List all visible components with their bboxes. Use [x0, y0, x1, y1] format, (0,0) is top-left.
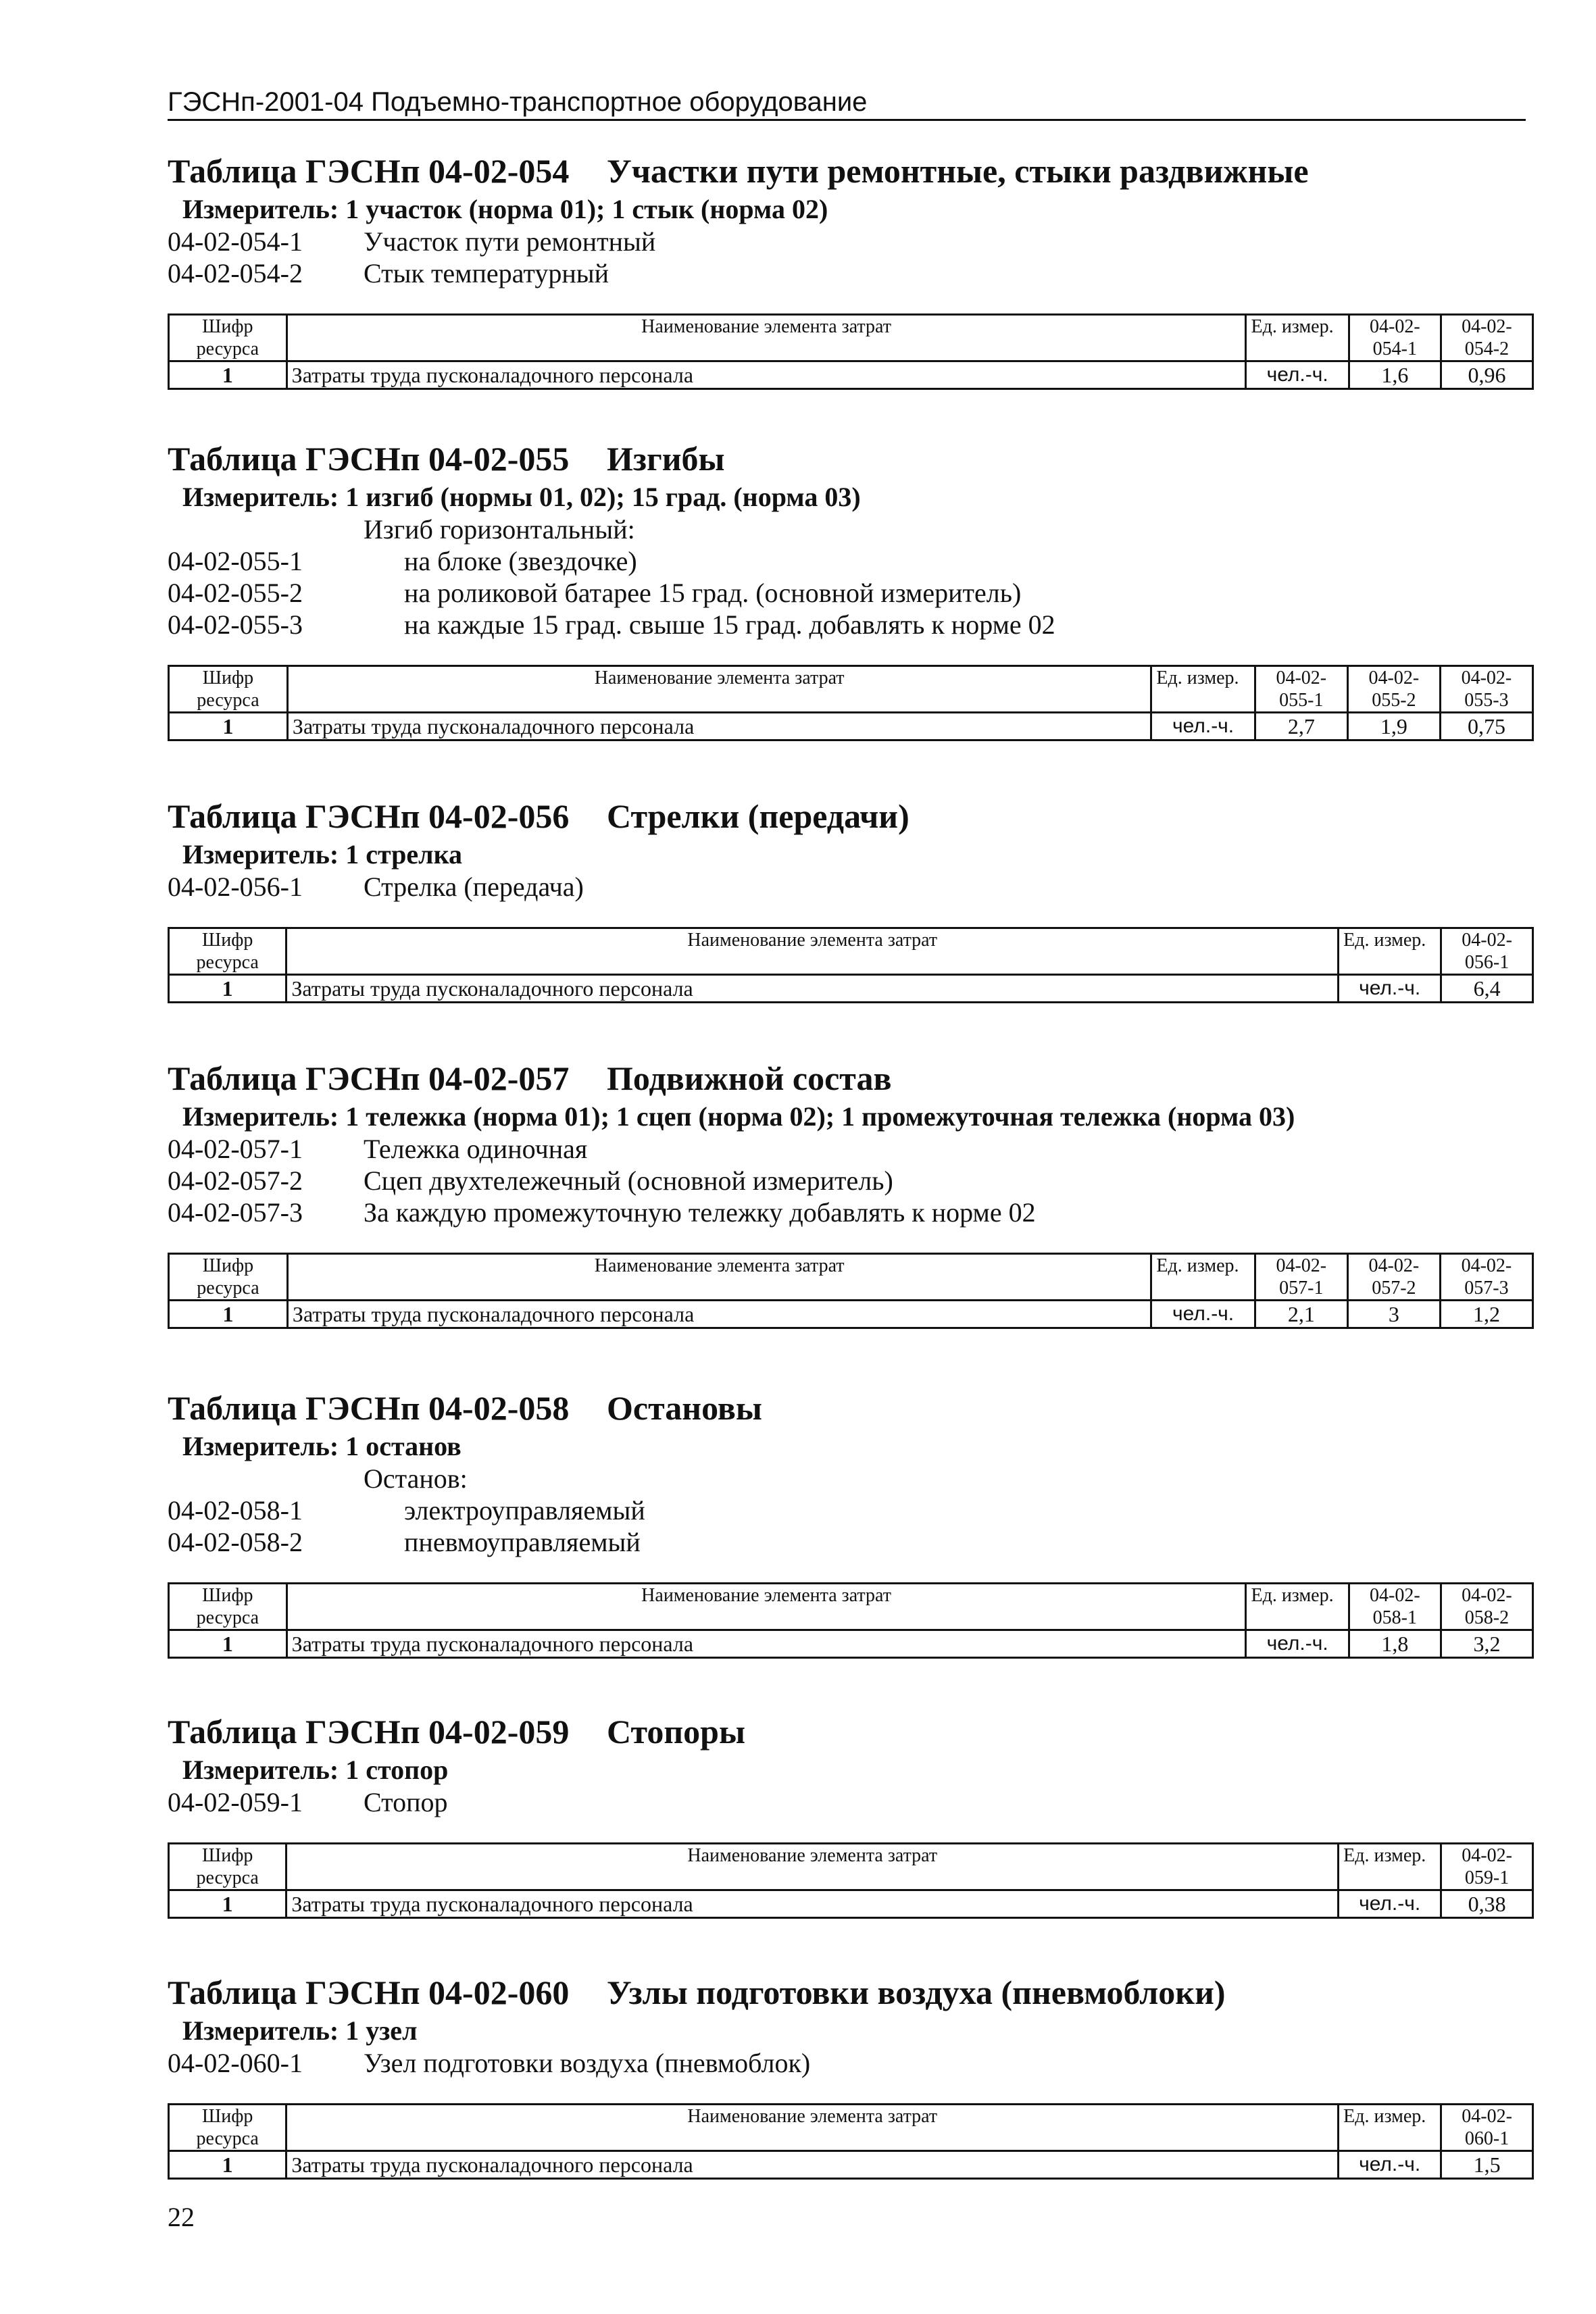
- norm-code-line2: 057-2: [1372, 1278, 1416, 1299]
- norm-code-line1: 04-02-: [1462, 1585, 1512, 1606]
- header-norm-code: [1349, 315, 1441, 361]
- norm-code: 04-02-055-2: [168, 578, 303, 608]
- norm-code-line2: 056-1: [1464, 952, 1510, 973]
- norm-code-line1: 04-02-: [1462, 1845, 1512, 1866]
- norm-code: 04-02-054-1: [168, 226, 303, 257]
- norm-code: 04-02-055-1: [168, 546, 303, 576]
- norm-code: 04-02-057-2: [168, 1165, 303, 1196]
- meter-value: 1 останов: [345, 1431, 462, 1461]
- norm-code: 04-02-056-1: [168, 872, 303, 902]
- meter-label: Измеритель:: [182, 194, 339, 224]
- norm-code: 04-02-054-2: [168, 258, 303, 288]
- norm-text: Стрелка (передача): [364, 872, 584, 902]
- resource-table: [168, 1842, 1534, 1919]
- cell-unit: чел.-ч.: [1246, 361, 1349, 389]
- header-norm-code: [1347, 1254, 1440, 1301]
- norm-text: Стопор: [364, 1787, 448, 1817]
- table-id: Таблица ГЭСНп 04-02-055: [168, 440, 570, 478]
- cell-value: 1,5: [1441, 2151, 1533, 2179]
- header-norm-code: [1440, 666, 1532, 713]
- table-header-row: [169, 1844, 1533, 1890]
- cell-value: 0,96: [1441, 361, 1532, 389]
- table-row: [169, 1630, 1533, 1658]
- meter-line: [182, 2015, 1526, 2047]
- header-cipher-line1: Шифр: [201, 2106, 253, 2127]
- cell-unit: чел.-ч.: [1151, 713, 1255, 740]
- norm-code-line2: 058-2: [1464, 1607, 1510, 1628]
- norm-code: 04-02-060-1: [168, 2048, 303, 2078]
- norm-code: 04-02-059-1: [168, 1787, 303, 1817]
- group-heading: Изгиб горизонтальный:: [364, 514, 635, 545]
- header-cipher-line1: Шифр: [201, 1845, 253, 1866]
- norm-item: [168, 871, 1526, 903]
- header-name: Наименование элемента затрат: [286, 2105, 1339, 2151]
- norm-code-line2: 057-3: [1464, 1278, 1509, 1299]
- norm-text: Сцеп двухтележечный (основной измеритель): [364, 1165, 893, 1196]
- norm-code: 04-02-055-3: [168, 609, 303, 640]
- table-header-row: [169, 1584, 1533, 1630]
- table-row: [169, 975, 1533, 1003]
- table-id: Таблица ГЭСНп 04-02-054: [168, 152, 570, 190]
- table-title: [168, 150, 1526, 192]
- norm-text: на роликовой батарее 15 град. (основной измеритель): [404, 578, 1022, 608]
- cell-name: Затраты труда пусконаладочного персонала: [287, 1301, 1151, 1328]
- norm-code-line1: 04-02-: [1370, 316, 1420, 337]
- cell-unit: чел.-ч.: [1246, 1630, 1349, 1658]
- table-title: [168, 1711, 1526, 1753]
- cell-cipher: 1: [169, 2151, 286, 2179]
- resource-table: [168, 665, 1534, 741]
- norm-item: [168, 2047, 1526, 2079]
- norm-code-line2: 054-1: [1372, 338, 1417, 359]
- norm-text: За каждую промежуточную тележку добавлять к норме 02: [364, 1197, 1036, 1228]
- norm-code-line2: 060-1: [1464, 2128, 1510, 2149]
- resource-table: [168, 1253, 1534, 1329]
- meter-value: 1 тележка (норма 01); 1 сцеп (норма 02); 1 промежуточная тележка (норма 03): [345, 1101, 1295, 1132]
- table-heading: Узлы подготовки воздуха (пневмоблоки): [607, 1973, 1226, 2011]
- cell-name: Затраты труда пусконаладочного персонала: [286, 2151, 1339, 2179]
- table-row: [169, 361, 1533, 389]
- table-heading: Стопоры: [607, 1713, 746, 1751]
- table-row: [169, 1890, 1533, 1918]
- cell-value: 0,38: [1441, 1890, 1533, 1918]
- header-unit: Ед. измер.: [1339, 928, 1441, 975]
- resource-table: [168, 1582, 1534, 1659]
- meter-line: [182, 838, 1526, 871]
- header-cipher-line1: Шифр: [201, 930, 253, 951]
- meter-label: Измеритель:: [182, 1755, 339, 1785]
- cell-unit: чел.-ч.: [1339, 975, 1441, 1003]
- header-cipher-line1: Шифр: [202, 1585, 253, 1606]
- norm-text: Тележка одиночная: [364, 1134, 588, 1164]
- page-number: 22: [168, 2202, 195, 2232]
- table-row: [169, 1301, 1533, 1328]
- cell-name: Затраты труда пусконаладочного персонала: [286, 975, 1339, 1003]
- norm-item: [168, 257, 1526, 289]
- norm-code-line2: 055-1: [1279, 690, 1324, 711]
- cell-value: 2,1: [1255, 1301, 1347, 1328]
- norm-text: Стык температурный: [364, 258, 609, 288]
- norm-item: [168, 1133, 1526, 1165]
- norm-code-line1: 04-02-: [1462, 930, 1512, 951]
- meter-label: Измеритель:: [182, 2015, 339, 2046]
- cell-unit: чел.-ч.: [1339, 1890, 1441, 1918]
- table-title: [168, 438, 1526, 480]
- running-header: ГЭСНп-2001-04 Подъемно-транспортное оборудование: [168, 86, 1526, 121]
- table-header-row: [169, 928, 1533, 975]
- header-cipher-line2: ресурса: [196, 338, 259, 359]
- header-cipher: [169, 928, 286, 975]
- norm-text: электроуправляемый: [404, 1495, 645, 1526]
- norm-code-line2: 059-1: [1464, 1867, 1510, 1888]
- header-cipher: [169, 1844, 286, 1890]
- header-name: Наименование элемента затрат: [286, 1844, 1339, 1890]
- header-unit: Ед. измер.: [1246, 315, 1349, 361]
- norm-item: [168, 577, 1526, 609]
- header-norm-code: [1441, 928, 1533, 975]
- cell-value: 0,75: [1440, 713, 1532, 740]
- cell-cipher: 1: [169, 1630, 287, 1658]
- header-norm-code: [1255, 1254, 1347, 1301]
- norm-text: на каждые 15 град. свыше 15 град. добавлять к норме 02: [404, 609, 1055, 640]
- cell-name: Затраты труда пусконаладочного персонала: [286, 1630, 1246, 1658]
- table-heading: Подвижной состав: [607, 1059, 892, 1097]
- group-heading: Останов:: [364, 1463, 468, 1494]
- cell-cipher: 1: [169, 975, 286, 1003]
- header-cipher: [169, 1254, 288, 1301]
- norm-code-line1: 04-02-: [1462, 316, 1512, 337]
- norm-code: 04-02-058-1: [168, 1495, 303, 1526]
- header-unit: Ед. измер.: [1151, 1254, 1255, 1301]
- header-name: Наименование элемента затрат: [287, 666, 1151, 713]
- table-header-row: [169, 315, 1533, 361]
- norm-section: [168, 1057, 1526, 1329]
- meter-line: [182, 1430, 1526, 1463]
- table-header-row: [169, 1254, 1533, 1301]
- meter-line: [182, 481, 1526, 513]
- norm-text: Узел подготовки воздуха (пневмоблок): [364, 2048, 811, 2078]
- header-unit: Ед. измер.: [1339, 2105, 1441, 2151]
- norm-code-line1: 04-02-: [1461, 1255, 1512, 1276]
- table-heading: Остановы: [607, 1389, 762, 1427]
- norm-section: [168, 150, 1526, 390]
- header-cipher-line2: ресурса: [196, 1867, 259, 1888]
- cell-name: Затраты труда пусконаладочного персонала: [286, 1890, 1339, 1918]
- cell-unit: чел.-ч.: [1151, 1301, 1255, 1328]
- header-cipher: [169, 666, 288, 713]
- norm-section: [168, 438, 1526, 741]
- table-row: [169, 713, 1533, 740]
- cell-cipher: 1: [169, 361, 287, 389]
- header-name: Наименование элемента затрат: [286, 315, 1246, 361]
- table-id: Таблица ГЭСНп 04-02-059: [168, 1713, 570, 1751]
- header-cipher-line2: ресурса: [196, 2128, 259, 2149]
- norm-item: [168, 1197, 1526, 1228]
- resource-table: [168, 313, 1534, 390]
- table-title: [168, 1057, 1526, 1099]
- cell-value: 3: [1347, 1301, 1440, 1328]
- norm-text: пневмоуправляемый: [404, 1527, 641, 1557]
- cell-value: 1,6: [1349, 361, 1441, 389]
- header-cipher-line1: Шифр: [202, 316, 253, 337]
- meter-label: Измеритель:: [182, 482, 339, 512]
- table-id: Таблица ГЭСНп 04-02-056: [168, 797, 570, 835]
- table-header-row: [169, 2105, 1533, 2151]
- header-cipher-line1: Шифр: [202, 668, 254, 688]
- norm-code-line1: 04-02-: [1462, 2106, 1512, 2127]
- meter-value: 1 стопор: [345, 1755, 449, 1785]
- header-norm-code: [1255, 666, 1347, 713]
- norm-code-line2: 057-1: [1279, 1278, 1324, 1299]
- norm-code: 04-02-057-1: [168, 1134, 303, 1164]
- header-cipher: [169, 1584, 287, 1630]
- cell-value: 3,2: [1441, 1630, 1532, 1658]
- header-norm-code: [1440, 1254, 1532, 1301]
- table-title: [168, 1387, 1526, 1429]
- norm-section: [168, 1387, 1526, 1659]
- cell-unit: чел.-ч.: [1339, 2151, 1441, 2179]
- table-header-row: [169, 666, 1533, 713]
- norm-code-line2: 055-2: [1372, 690, 1416, 711]
- header-norm-code: [1349, 1584, 1441, 1630]
- header-norm-code: [1441, 1584, 1532, 1630]
- cell-name: Затраты труда пусконаладочного персонала: [286, 361, 1246, 389]
- header-cipher-line2: ресурса: [196, 1607, 259, 1628]
- cell-value: 6,4: [1441, 975, 1533, 1003]
- table-heading: Стрелки (передачи): [607, 797, 909, 835]
- cell-cipher: 1: [169, 1890, 286, 1918]
- norm-item: [168, 1786, 1526, 1818]
- norm-code-line1: 04-02-: [1276, 668, 1327, 688]
- header-norm-code: [1441, 2105, 1533, 2151]
- resource-table: [168, 927, 1534, 1003]
- norm-code-line1: 04-02-: [1370, 1585, 1420, 1606]
- cell-value: 1,2: [1440, 1301, 1532, 1328]
- header-unit: Ед. измер.: [1151, 666, 1255, 713]
- header-cipher: [169, 2105, 286, 2151]
- meter-label: Измеритель:: [182, 1431, 339, 1461]
- meter-value: 1 узел: [345, 2015, 418, 2046]
- header-name: Наименование элемента затрат: [286, 1584, 1246, 1630]
- norm-item: [168, 1526, 1526, 1558]
- norm-text: Участок пути ремонтный: [364, 226, 656, 257]
- cell-value: 1,8: [1349, 1630, 1441, 1658]
- table-title: [168, 1971, 1526, 2013]
- norm-code-line2: 055-3: [1464, 690, 1509, 711]
- header-norm-code: [1347, 666, 1440, 713]
- table-row: [169, 2151, 1533, 2179]
- norm-section: [168, 1711, 1526, 1919]
- header-name: Наименование элемента затрат: [286, 928, 1339, 975]
- norm-code-line1: 04-02-: [1461, 668, 1512, 688]
- norm-code-line1: 04-02-: [1368, 1255, 1420, 1276]
- meter-line: [182, 193, 1526, 226]
- meter-value: 1 стрелка: [345, 839, 463, 870]
- header-cipher-line2: ресурса: [196, 952, 259, 973]
- header-norm-code: [1441, 315, 1532, 361]
- meter-line: [182, 1754, 1526, 1786]
- header-unit: Ед. измер.: [1339, 1844, 1441, 1890]
- norm-code: 04-02-058-2: [168, 1527, 303, 1557]
- table-id: Таблица ГЭСНп 04-02-057: [168, 1059, 570, 1097]
- cell-value: 1,9: [1347, 713, 1440, 740]
- header-name: Наименование элемента затрат: [287, 1254, 1151, 1301]
- header-cipher-line2: ресурса: [197, 690, 259, 711]
- table-id: Таблица ГЭСНп 04-02-058: [168, 1389, 570, 1427]
- meter-value: 1 участок (норма 01); 1 стык (норма 02): [345, 194, 828, 224]
- header-cipher: [169, 315, 287, 361]
- meter-label: Измеритель:: [182, 1101, 339, 1132]
- norm-code-line2: 054-2: [1464, 338, 1510, 359]
- norm-code-line1: 04-02-: [1368, 668, 1420, 688]
- cell-cipher: 1: [169, 1301, 288, 1328]
- meter-value: 1 изгиб (нормы 01, 02); 15 град. (норма 03): [345, 482, 861, 512]
- header-norm-code: [1441, 1844, 1533, 1890]
- norm-item: [168, 1165, 1526, 1197]
- resource-table: [168, 2103, 1534, 2180]
- meter-label: Измеритель:: [182, 839, 339, 870]
- norm-item: [168, 545, 1526, 577]
- norm-item: [168, 1494, 1526, 1526]
- norm-section: [168, 1971, 1526, 2180]
- table-id: Таблица ГЭСНп 04-02-060: [168, 1973, 570, 2011]
- cell-name: Затраты труда пусконаладочного персонала: [287, 713, 1151, 740]
- table-heading: Участки пути ремонтные, стыки раздвижные: [607, 152, 1309, 190]
- norm-text: на блоке (звездочке): [404, 546, 637, 576]
- meter-line: [182, 1101, 1526, 1133]
- header-unit: Ед. измер.: [1246, 1584, 1349, 1630]
- cell-cipher: 1: [169, 713, 288, 740]
- norm-code-line1: 04-02-: [1276, 1255, 1327, 1276]
- table-title: [168, 795, 1526, 837]
- norm-section: [168, 795, 1526, 1003]
- norm-item: [168, 226, 1526, 257]
- table-heading: Изгибы: [607, 440, 725, 478]
- norm-code: 04-02-057-3: [168, 1197, 303, 1228]
- norm-item: [168, 609, 1526, 640]
- cell-value: 2,7: [1255, 713, 1347, 740]
- header-cipher-line2: ресурса: [197, 1278, 259, 1299]
- norm-code-line2: 058-1: [1372, 1607, 1417, 1628]
- header-cipher-line1: Шифр: [202, 1255, 254, 1276]
